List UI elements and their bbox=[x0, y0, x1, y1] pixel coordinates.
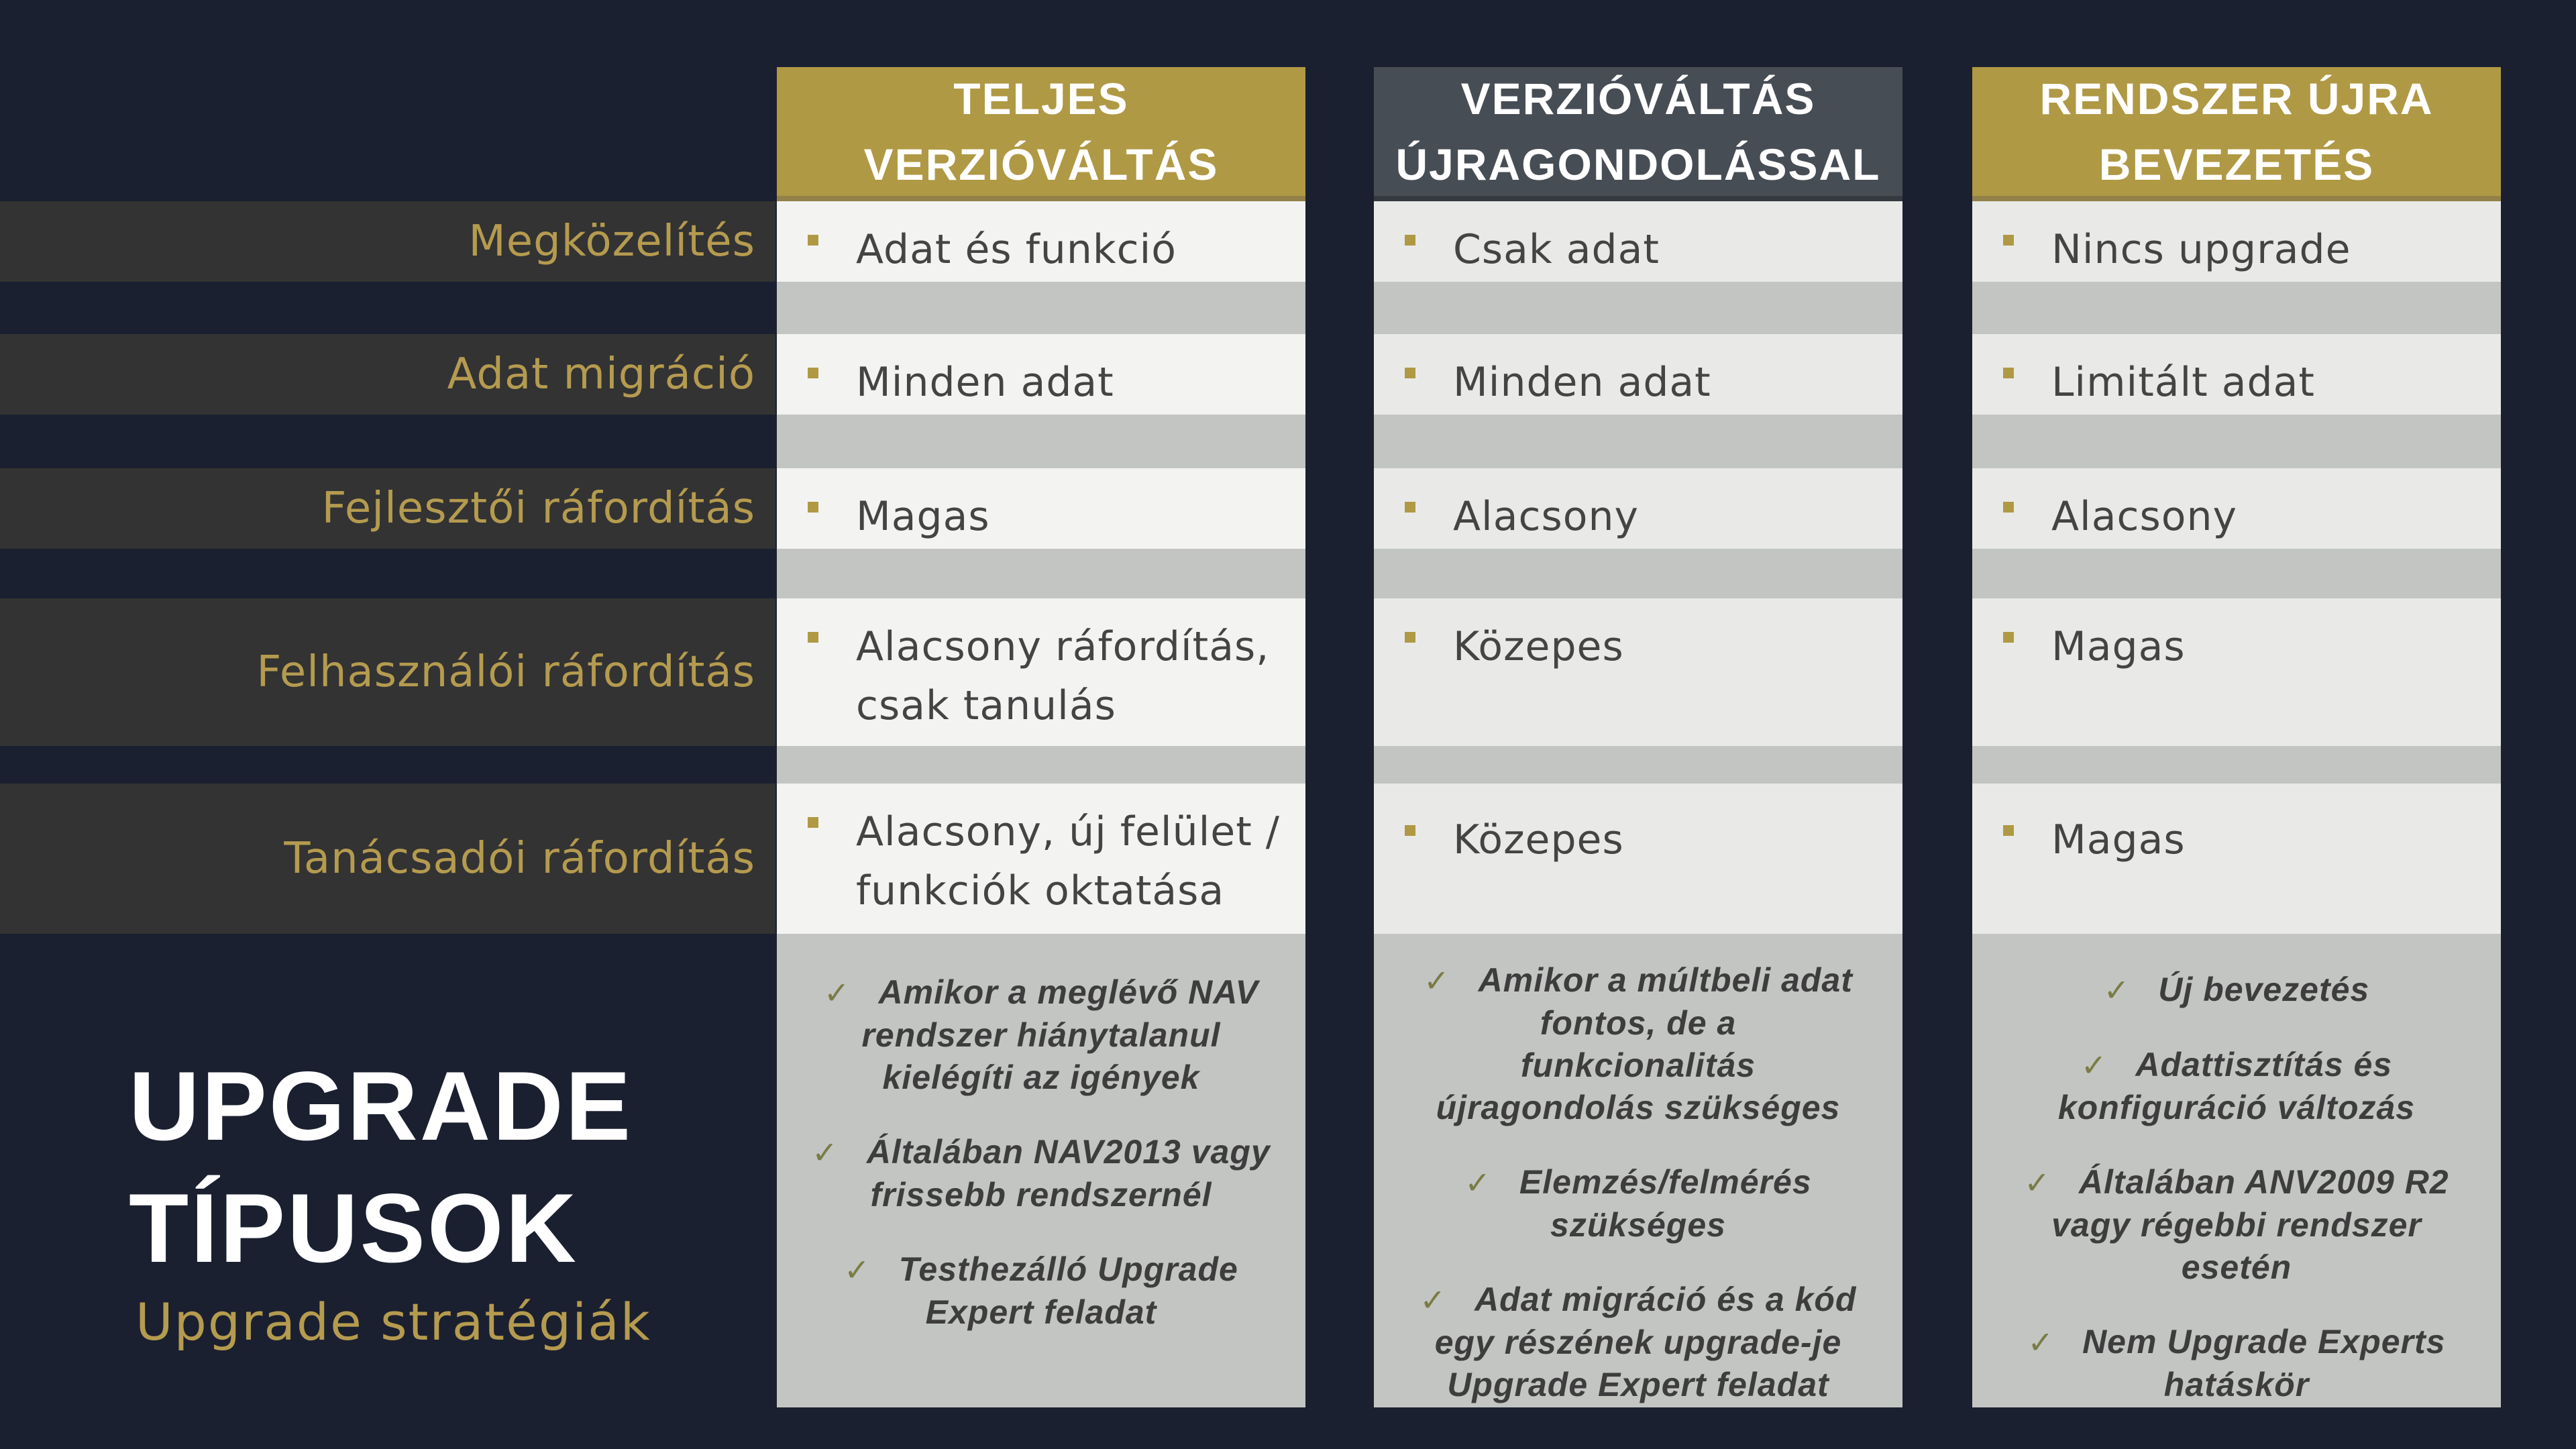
note-item bbox=[1374, 1279, 1902, 1406]
row-label-user-effort bbox=[0, 598, 775, 746]
note-item bbox=[1972, 969, 2501, 1012]
cell-text: Közepes bbox=[1453, 623, 1624, 670]
note-text: Nem Upgrade Experts bbox=[2082, 1323, 2446, 1360]
page-title-line: UPGRADE bbox=[129, 1051, 633, 1161]
column-full-upgrade bbox=[777, 67, 1305, 1407]
note-text: frissebb rendszernél bbox=[870, 1176, 1212, 1214]
page-title bbox=[129, 1045, 633, 1289]
column-header-line: ÚJRAGONDOLÁSSAL bbox=[1395, 140, 1881, 189]
column-header bbox=[777, 67, 1305, 196]
column-header bbox=[1972, 67, 2501, 196]
note-item bbox=[777, 1248, 1305, 1334]
note-text: egy részének upgrade-je bbox=[1434, 1324, 1842, 1361]
cell-text: funkciók oktatása bbox=[856, 867, 1225, 914]
bullet-icon bbox=[808, 235, 818, 246]
check-icon: ✓ bbox=[2103, 973, 2131, 1008]
cell-text: Magas bbox=[2051, 816, 2186, 863]
table-cell-user-effort bbox=[777, 598, 1305, 746]
cell-text: Limitált adat bbox=[2051, 359, 2315, 406]
table-cell-consultant-effort bbox=[1972, 784, 2501, 934]
check-icon: ✓ bbox=[844, 1252, 871, 1287]
note-text: Expert feladat bbox=[925, 1293, 1157, 1331]
table-cell-user-effort bbox=[1374, 598, 1902, 746]
notes-list bbox=[777, 971, 1305, 1366]
note-text: konfiguráció változás bbox=[2057, 1089, 2416, 1126]
note-text: kielégíti az igények bbox=[882, 1059, 1200, 1096]
cell-text: Adat és funkció bbox=[856, 226, 1177, 273]
bullet-icon bbox=[2003, 825, 2014, 836]
note-item bbox=[1972, 1161, 2501, 1289]
row-label-text: Fejlesztői ráfordítás bbox=[321, 484, 755, 533]
note-text: fontos, de a bbox=[1540, 1004, 1737, 1042]
note-text: Testhezálló Upgrade bbox=[898, 1250, 1238, 1288]
row-label-dev-effort bbox=[0, 468, 775, 549]
cell-text: Nincs upgrade bbox=[2051, 226, 2351, 273]
column-upgrade-with-rethink bbox=[1374, 67, 1902, 1407]
note-item bbox=[777, 971, 1305, 1099]
table-cell-dev-effort bbox=[1972, 468, 2501, 549]
cell-text: Minden adat bbox=[1453, 359, 1711, 406]
check-icon: ✓ bbox=[1464, 1165, 1491, 1200]
note-text: Upgrade Expert feladat bbox=[1447, 1366, 1829, 1403]
note-text: Elemzés/felmérés bbox=[1519, 1163, 1812, 1201]
row-label-data-migration bbox=[0, 334, 775, 415]
row-label-approach bbox=[0, 201, 775, 282]
row-label-text: Tanácsadói ráfordítás bbox=[284, 834, 755, 883]
note-text: hatáskör bbox=[2163, 1366, 2310, 1403]
note-text: esetén bbox=[2181, 1248, 2292, 1286]
check-icon: ✓ bbox=[2024, 1165, 2051, 1200]
bullet-icon bbox=[1405, 368, 1415, 378]
table-cell-data-migration bbox=[777, 334, 1305, 415]
note-item bbox=[1374, 1161, 1902, 1246]
table-cell-approach bbox=[1972, 201, 2501, 282]
check-icon: ✓ bbox=[1419, 1283, 1447, 1318]
note-text: Általában NAV2013 vagy bbox=[866, 1133, 1271, 1171]
page-subtitle: Upgrade stratégiák bbox=[136, 1292, 651, 1352]
bullet-icon bbox=[2003, 502, 2014, 513]
column-header-line: RENDSZER ÚJRA bbox=[2039, 74, 2434, 123]
note-item bbox=[1972, 1044, 2501, 1129]
table-cell-dev-effort bbox=[1374, 468, 1902, 549]
cell-text: csak tanulás bbox=[856, 682, 1116, 729]
note-text: rendszer hiánytalanul bbox=[861, 1016, 1221, 1054]
note-text: Új bevezetés bbox=[2158, 971, 2370, 1008]
note-text: Adattisztítás és bbox=[2135, 1046, 2393, 1083]
table-cell-consultant-effort bbox=[1374, 784, 1902, 934]
note-item bbox=[777, 1131, 1305, 1216]
bullet-icon bbox=[1405, 502, 1415, 513]
note-text: funkcionalitás bbox=[1520, 1046, 1756, 1084]
row-label-text: Adat migráció bbox=[447, 350, 755, 399]
row-label-consultant-effort bbox=[0, 784, 775, 934]
bullet-icon bbox=[1405, 632, 1415, 643]
row-label-text: Megközelítés bbox=[468, 217, 755, 266]
check-icon: ✓ bbox=[2027, 1325, 2055, 1360]
table-cell-consultant-effort bbox=[777, 784, 1305, 934]
column-header-line: VERZIÓVÁLTÁS bbox=[1460, 74, 1816, 123]
notes-list bbox=[1374, 959, 1902, 1438]
cell-text: Magas bbox=[2051, 623, 2186, 670]
note-item bbox=[1972, 1321, 2501, 1406]
cell-text: Alacsony bbox=[1453, 493, 1639, 540]
check-icon: ✓ bbox=[823, 975, 851, 1010]
cell-text: Magas bbox=[856, 493, 990, 540]
row-label-text: Felhasználói ráfordítás bbox=[256, 647, 755, 697]
cell-text: Alacsony bbox=[2051, 493, 2237, 540]
cell-text: Csak adat bbox=[1453, 226, 1660, 273]
cell-text: Közepes bbox=[1453, 816, 1624, 863]
bullet-icon bbox=[2003, 368, 2014, 378]
check-icon: ✓ bbox=[2080, 1048, 2108, 1083]
note-text: Amikor a meglévő NAV bbox=[878, 973, 1258, 1011]
bullet-icon bbox=[808, 632, 818, 643]
bullet-icon bbox=[1405, 825, 1415, 836]
column-header bbox=[1374, 67, 1902, 196]
note-text: Általában ANV2009 R2 bbox=[2078, 1163, 2449, 1201]
column-header-line: VERZIÓVÁLTÁS bbox=[863, 140, 1219, 189]
page-title-line: TÍPUSOK bbox=[129, 1173, 578, 1283]
bullet-icon bbox=[1405, 235, 1415, 246]
column-system-reimplementation bbox=[1972, 67, 2501, 1407]
check-icon: ✓ bbox=[1424, 963, 1450, 998]
bullet-icon bbox=[2003, 235, 2014, 246]
note-text: szükséges bbox=[1550, 1206, 1726, 1244]
note-text: vagy régebbi rendszer bbox=[2051, 1206, 2422, 1244]
note-text: Amikor a múltbeli adat bbox=[1478, 961, 1853, 999]
note-text: újragondolás szükséges bbox=[1436, 1089, 1841, 1126]
note-text: Adat migráció és a kód bbox=[1474, 1281, 1857, 1318]
column-header-line: TELJES bbox=[953, 74, 1129, 123]
notes-list bbox=[1972, 969, 2501, 1438]
check-icon: ✓ bbox=[812, 1135, 839, 1170]
table-cell-dev-effort bbox=[777, 468, 1305, 549]
cell-text: Minden adat bbox=[856, 359, 1114, 406]
bullet-icon bbox=[2003, 632, 2014, 643]
note-item bbox=[1374, 959, 1902, 1129]
bullet-icon bbox=[808, 817, 818, 828]
table-cell-approach bbox=[777, 201, 1305, 282]
table-cell-user-effort bbox=[1972, 598, 2501, 746]
cell-text: Alacsony ráfordítás, bbox=[856, 623, 1270, 670]
bullet-icon bbox=[808, 368, 818, 378]
cell-text: Alacsony, új felület / bbox=[856, 808, 1281, 855]
table-cell-data-migration bbox=[1374, 334, 1902, 415]
table-cell-data-migration bbox=[1972, 334, 2501, 415]
bullet-icon bbox=[808, 502, 818, 513]
column-header-line: BEVEZETÉS bbox=[2098, 140, 2375, 189]
table-cell-approach bbox=[1374, 201, 1902, 282]
